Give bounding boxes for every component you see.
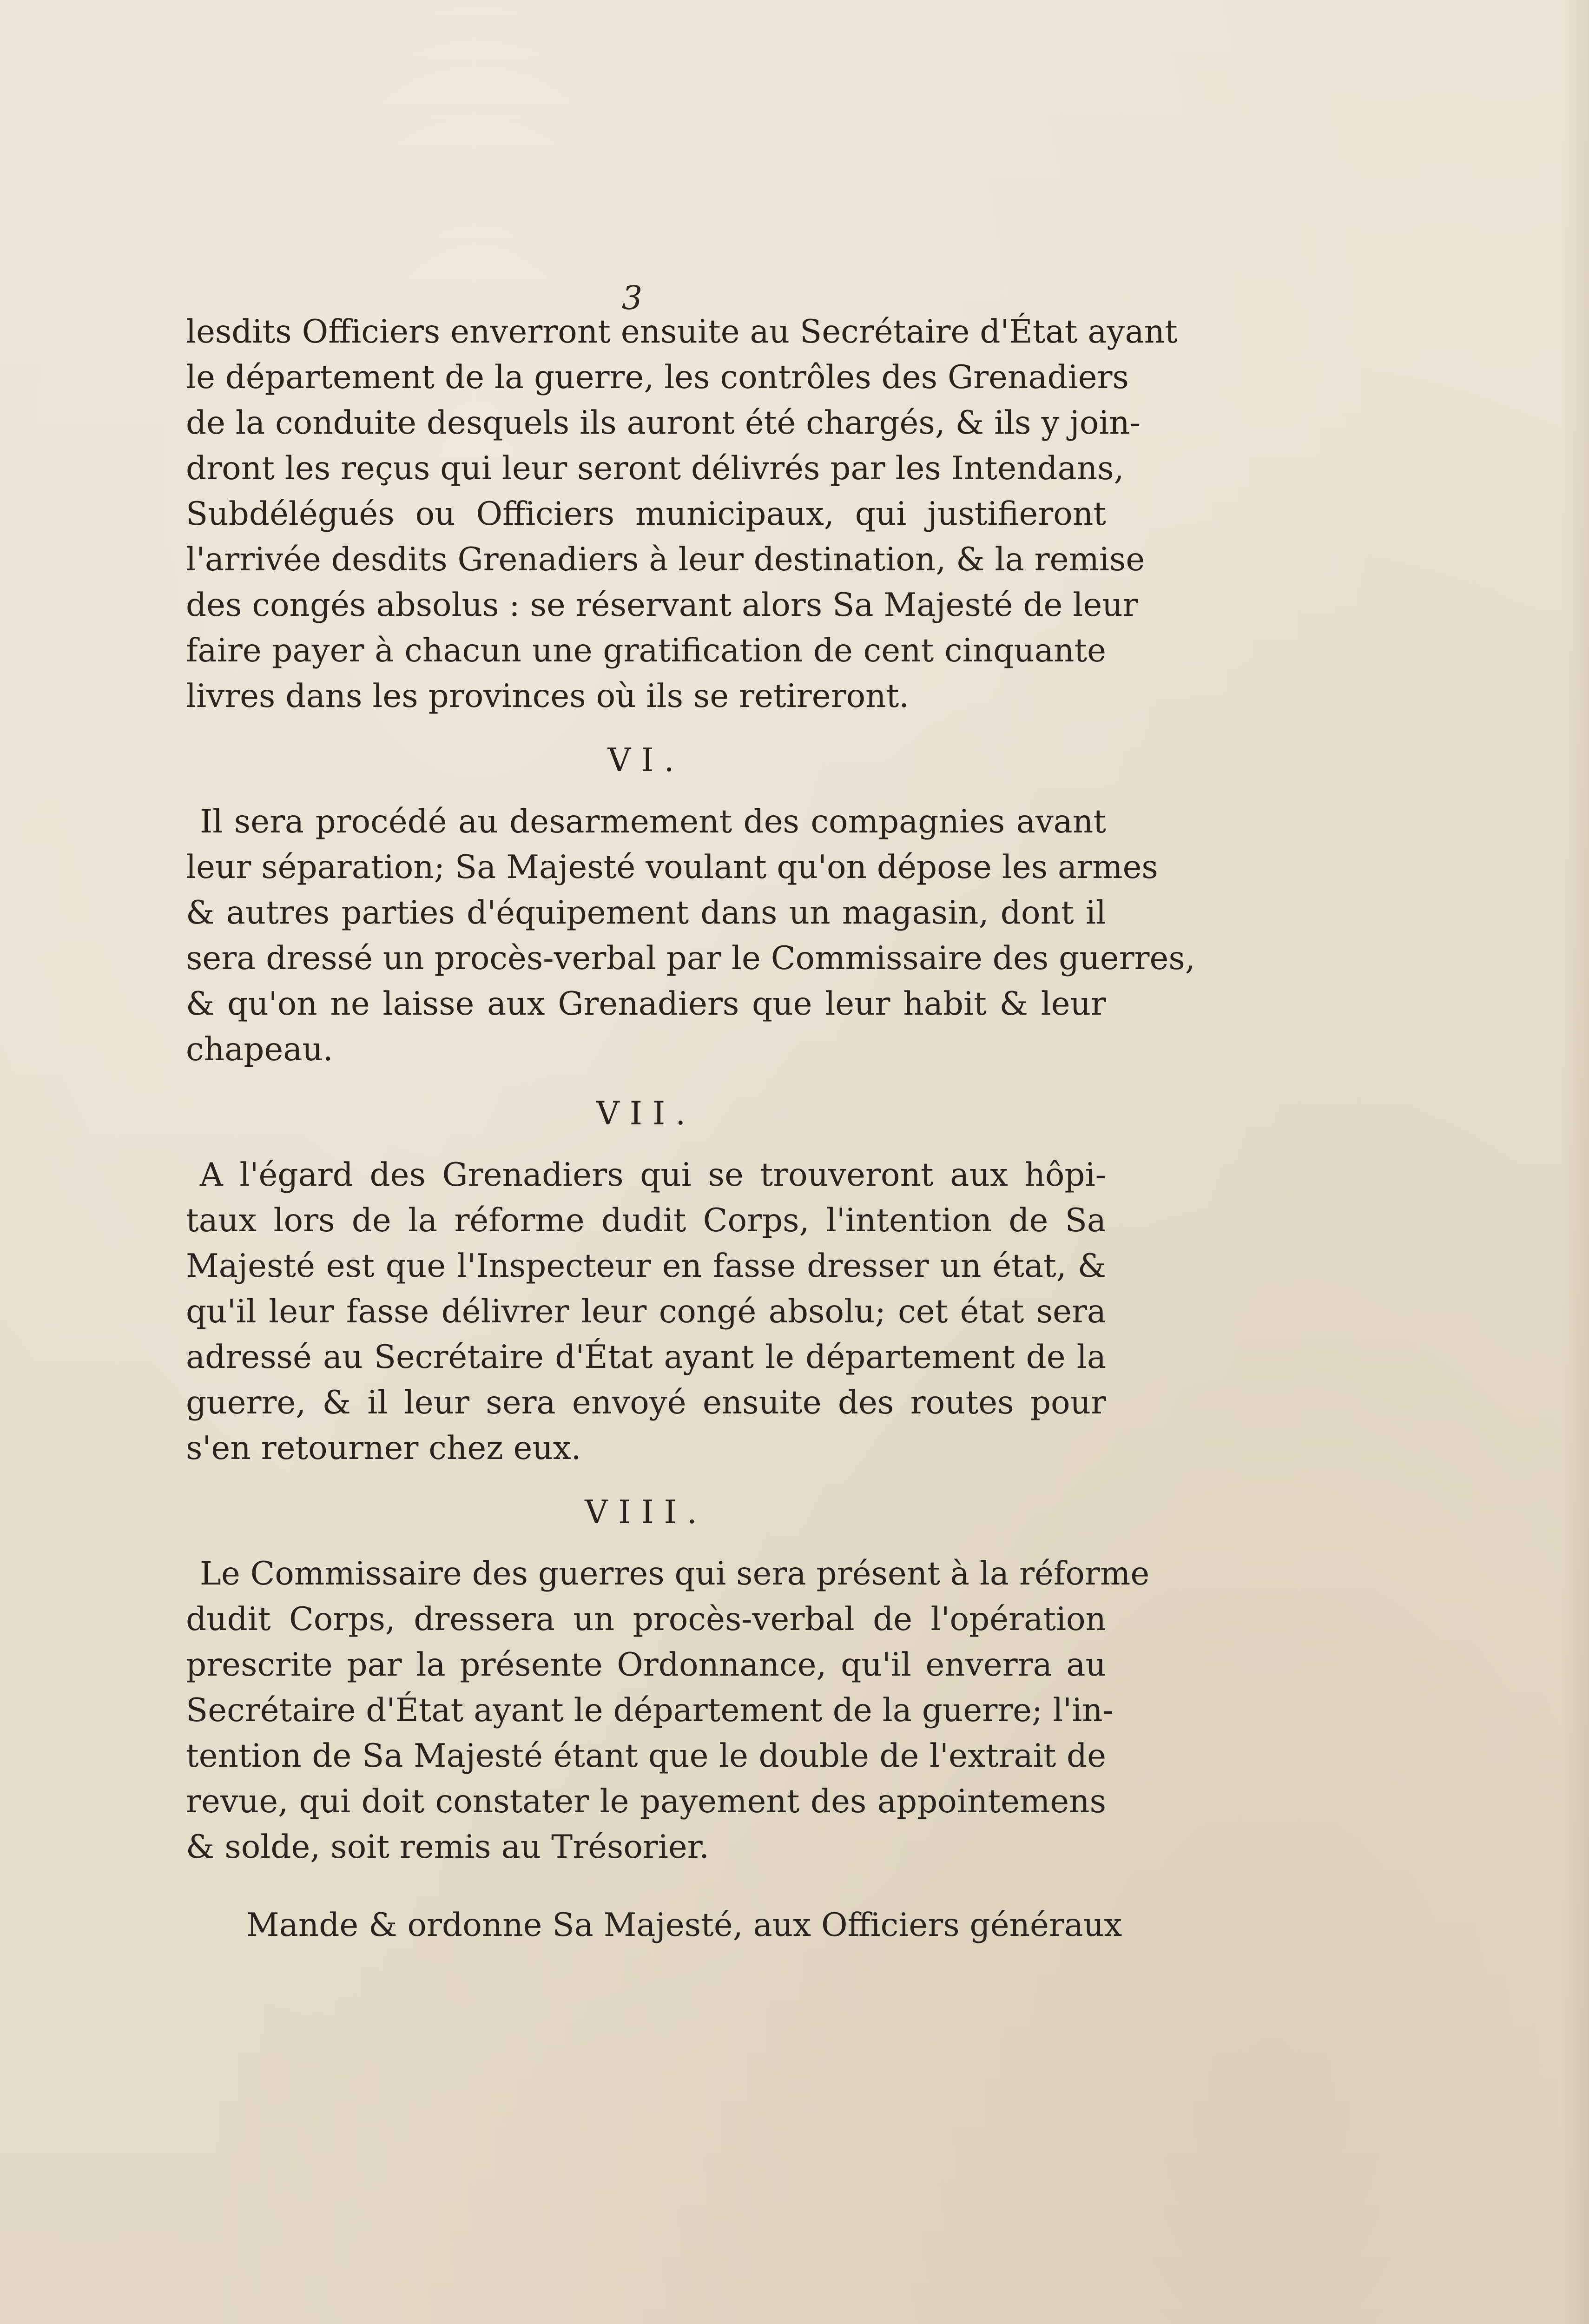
text-line: des congés absolus : se réservant alors Sa Majesté de leur	[186, 587, 1138, 624]
text-line: taux lors de la réforme dudit Corps, l'intention de Sa	[186, 1202, 1106, 1239]
text-line: & autres parties d'équipement dans un magasin, dont il	[186, 894, 1106, 931]
text-line: leur séparation; Sa Majesté voulant qu'on dépose les armes	[186, 849, 1158, 886]
text-line: Subdélégués ou Officiers municipaux, qui justifieront	[186, 495, 1106, 533]
document-body	[186, 309, 1195, 1948]
text-line: lesdits Officiers enverront ensuite au Secrétaire d'État ayant	[186, 313, 1178, 350]
text-line: & solde, soit remis au Trésorier.	[186, 1829, 710, 1866]
text-line: guerre, & il leur sera envoyé ensuite des routes pour	[186, 1384, 1106, 1421]
text-line: A l'égard des Grenadiers qui se trouveront aux hôpi-	[200, 1156, 1106, 1194]
text-line: Mande & ordonne Sa Majesté, aux Officiers généraux	[246, 1907, 1122, 1944]
text-line: & qu'on ne laisse aux Grenadiers que leur habit & leur	[186, 985, 1106, 1023]
closing-paragraph	[186, 1902, 1122, 1948]
text-line: dudit Corps, dressera un procès-verbal de l'opération	[186, 1601, 1106, 1638]
text-line: sera dressé un procès-verbal par le Commissaire des guerres,	[186, 940, 1195, 977]
article-heading-vii: VII.	[596, 1095, 696, 1132]
text-line: Majesté est que l'Inspecteur en fasse dresser un état, &	[186, 1248, 1106, 1285]
text-line: Il sera procédé au desarmement des compagnies avant	[200, 803, 1106, 840]
text-line: livres dans les provinces où ils se retireront.	[186, 678, 910, 715]
page-number: 3	[621, 279, 643, 317]
text-line: tention de Sa Majesté étant que le double de l'extrait de	[186, 1737, 1106, 1775]
article-heading-vi: VI.	[607, 742, 685, 779]
article-viii-paragraph	[186, 1551, 1150, 1870]
text-line: l'arrivée desdits Grenadiers à leur destination, & la remise	[186, 541, 1145, 578]
text-line: adressé au Secrétaire d'État ayant le département de la	[186, 1339, 1106, 1376]
article-heading-viii: VIII.	[585, 1494, 707, 1531]
text-line: Le Commissaire des guerres qui sera présent à la réforme	[200, 1555, 1150, 1592]
text-line: Secrétaire d'État ayant le département de la guerre; l'in-	[186, 1692, 1114, 1729]
text-line: de la conduite desquels ils auront été chargés, & ils y join-	[186, 404, 1141, 442]
text-line: le département de la guerre, les contrôles des Grenadiers	[186, 359, 1129, 396]
text-line: faire payer à chacun une gratification de cent cinquante	[186, 632, 1106, 669]
text-line: prescrite par la présente Ordonnance, qu'il enverra au	[186, 1646, 1106, 1684]
article-vii-paragraph	[186, 1152, 1106, 1471]
text-line: chapeau.	[186, 1031, 333, 1068]
text-line: revue, qui doit constater le payement des appointemens	[186, 1783, 1106, 1820]
text-line: dront les reçus qui leur seront délivrés par les Intendans,	[186, 450, 1124, 487]
paragraph-continuation	[186, 309, 1178, 719]
text-line: s'en retourner chez eux.	[186, 1430, 581, 1467]
article-vi-paragraph	[186, 799, 1195, 1072]
page-edge-shadow	[1561, 0, 1589, 2324]
text-line: qu'il leur fasse délivrer leur congé absolu; cet état sera	[186, 1293, 1106, 1330]
